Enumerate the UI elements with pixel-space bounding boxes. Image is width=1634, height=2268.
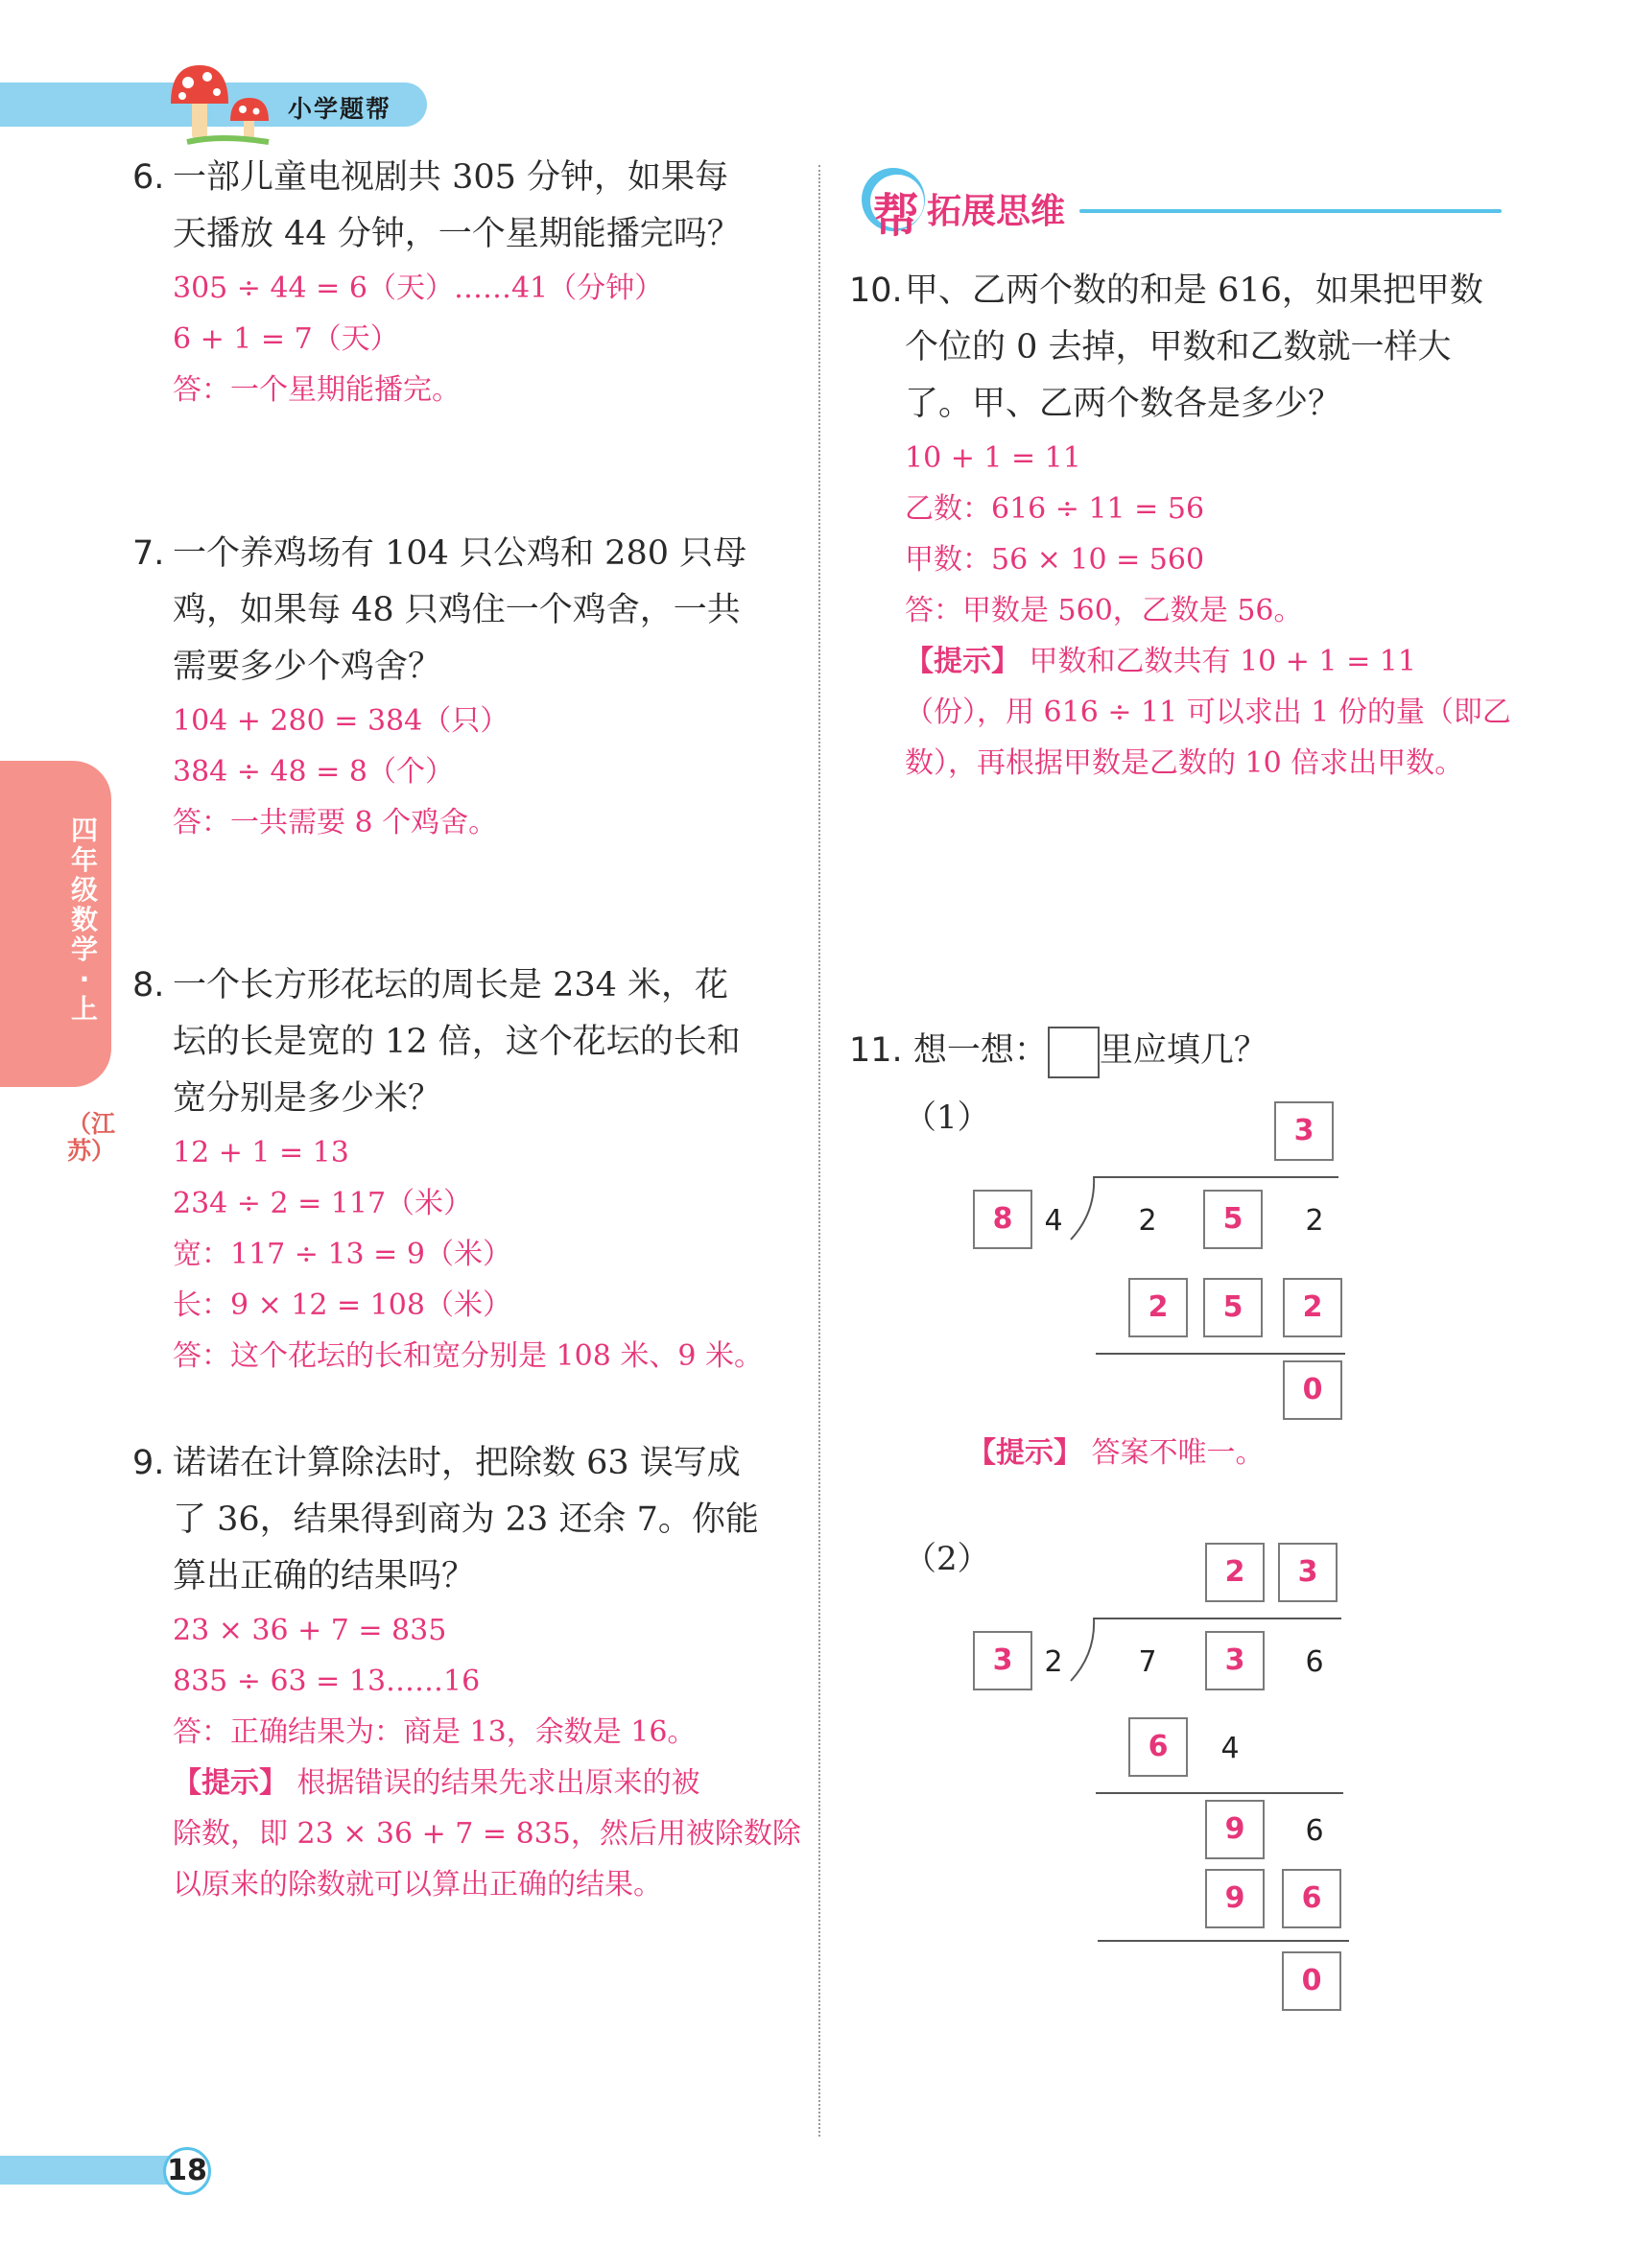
answer-line: 23 × 36 + 7 = 835 — [173, 1614, 447, 1647]
question-number: 10. — [849, 272, 903, 310]
answer-line: 宽：117 ÷ 13 = 9（米） — [173, 1238, 511, 1271]
question-line: 一部儿童电视剧共 305 分钟，如果每 — [173, 158, 729, 197]
question-prompt-end: 里应填几？ — [1099, 1031, 1267, 1070]
question-11 — [849, 1023, 1521, 1079]
question-8 — [132, 957, 804, 1382]
subtraction-line — [1098, 1940, 1349, 1942]
column-divider — [818, 165, 820, 2137]
quotient-box: 2 — [1205, 1543, 1265, 1602]
question-line: 甲、乙两个数的和是 616，如果把甲数 — [905, 272, 1483, 310]
division-bar — [1094, 1618, 1341, 1619]
answer-line: 234 ÷ 2 = 117（米） — [173, 1187, 473, 1220]
question-9 — [132, 1435, 804, 1910]
mushroom-logo-icon — [163, 58, 288, 149]
brand-title: 小学题帮 — [288, 95, 392, 123]
question-line: 宽分别是多少米？ — [173, 1079, 442, 1118]
hint-line: 除数，即 23 × 36 + 7 = 835，然后用被除数除 — [173, 1817, 801, 1851]
question-6 — [132, 150, 794, 415]
divisor-box: 8 — [973, 1190, 1032, 1249]
side-tab-grade: 四年级数学·上 — [70, 815, 98, 1025]
remainder-box: 0 — [1283, 1360, 1342, 1420]
step2-box: 9 — [1205, 1800, 1265, 1859]
page-number: 18 — [163, 2147, 211, 2195]
question-number: 8. — [132, 966, 165, 1004]
answer-line: 答：甲数是 560，乙数是 56。 — [905, 594, 1303, 627]
remainder-box: 0 — [1282, 1951, 1341, 2011]
hint-label: 【提示】 — [967, 1436, 1082, 1470]
dividend-box: 5 — [1203, 1190, 1263, 1249]
quotient-box: 3 — [1278, 1543, 1338, 1602]
product-box: 2 — [1283, 1278, 1342, 1337]
question-line: 了。甲、乙两个数各是多少？ — [905, 385, 1342, 423]
divisor-digit: 4 — [1044, 1204, 1063, 1238]
hint-text: 甲数和乙数共有 10 + 1 = 11 — [1029, 645, 1416, 678]
answer-line: 答：正确结果为：商是 13，余数是 16。 — [173, 1715, 697, 1749]
question-line: 需要多少个鸡舍？ — [173, 648, 442, 686]
step1-box: 6 — [1128, 1717, 1188, 1777]
hint-line — [173, 1758, 804, 1808]
question-line: 个位的 0 去掉，甲数和乙数就一样大 — [905, 328, 1452, 366]
section-badge-text: 帮 — [873, 189, 920, 243]
hint-line — [905, 636, 1511, 687]
question-10 — [849, 263, 1511, 789]
hint-line: 以原来的除数就可以算出正确的结果。 — [173, 1868, 662, 1902]
question-prompt: 想一想： — [912, 1031, 1048, 1070]
division-bar — [1094, 1176, 1338, 1178]
answer-line: 答：这个花坛的长和宽分别是 108 米、9 米。 — [173, 1339, 763, 1373]
answer-line: 835 ÷ 63 = 13……16 — [173, 1665, 481, 1698]
hint-text: 答案不唯一。 — [1091, 1436, 1265, 1470]
question-number: 7. — [132, 534, 165, 573]
answer-line: 长：9 × 12 = 108（米） — [173, 1288, 511, 1322]
question-line: 一个养鸡场有 104 只公鸡和 280 只母 — [173, 534, 747, 573]
quotient-box: 3 — [1274, 1101, 1334, 1161]
subtraction-line — [1096, 1792, 1343, 1794]
step2-digit: 6 — [1305, 1814, 1324, 1848]
section-underline — [1079, 209, 1502, 213]
hint-text: 根据错误的结果先求出原来的被 — [296, 1766, 700, 1800]
answer-line: 乙数：616 ÷ 11 = 56 — [905, 492, 1205, 526]
hint-line: （份），用 616 ÷ 11 可以求出 1 份的量（即乙 — [905, 696, 1511, 729]
answer-line: 12 + 1 = 13 — [173, 1136, 349, 1169]
divisor-digit: 2 — [1044, 1645, 1063, 1679]
footer-band — [0, 2156, 178, 2185]
answer-line: 答：一共需要 8 个鸡舍。 — [173, 806, 498, 839]
question-line: 诺诺在计算除法时，把除数 63 误写成 — [173, 1444, 741, 1482]
answer-line: 104 + 280 = 384（只） — [173, 704, 509, 738]
dividend-box: 3 — [1205, 1631, 1265, 1690]
question-7 — [132, 526, 794, 848]
question-number: 6. — [132, 158, 165, 197]
dividend-digit: 7 — [1138, 1645, 1157, 1679]
section-title: 拓展思维 — [927, 192, 1066, 231]
answer-line: 甲数：56 × 10 = 560 — [905, 543, 1205, 577]
hint-line: 数），再根据甲数是乙数的 10 倍求出甲数。 — [905, 746, 1464, 780]
dividend-digit: 6 — [1305, 1645, 1324, 1679]
question-line: 了 36，结果得到商为 23 还余 7。你能 — [173, 1500, 759, 1539]
part1-label: （1） — [904, 1099, 990, 1137]
hint-label: 【提示】 — [905, 645, 1020, 678]
question-line: 天播放 44 分钟，一个星期能播完吗？ — [173, 215, 741, 253]
answer-line: 384 ÷ 48 = 8（个） — [173, 755, 454, 789]
part2-label: （2） — [904, 1540, 990, 1578]
question-line: 算出正确的结果吗？ — [173, 1557, 476, 1595]
dividend-digit: 2 — [1138, 1204, 1157, 1238]
answer-line: 10 + 1 = 11 — [905, 441, 1081, 475]
divisor-box: 3 — [973, 1631, 1032, 1690]
product-box: 5 — [1203, 1278, 1263, 1337]
dividend-digit: 2 — [1305, 1204, 1324, 1238]
question-number: 9. — [132, 1444, 165, 1482]
question-line: 坛的长是宽的 12 倍，这个花坛的长和 — [173, 1023, 741, 1061]
blank-box-icon — [1048, 1027, 1100, 1078]
step1-digit: 4 — [1220, 1732, 1240, 1765]
subtraction-line — [1096, 1353, 1345, 1355]
step3-box: 6 — [1282, 1869, 1341, 1928]
part1-hint — [967, 1428, 1265, 1478]
question-line: 鸡，如果每 48 只鸡住一个鸡舍，一共 — [173, 591, 741, 629]
hint-label: 【提示】 — [173, 1766, 288, 1800]
answer-line: 305 ÷ 44 = 6（天）……41（分钟） — [173, 272, 664, 305]
answer-line: 答：一个星期能播完。 — [173, 373, 461, 407]
question-number: 11. — [849, 1031, 903, 1070]
question-line: 一个长方形花坛的周长是 234 米，花 — [173, 966, 729, 1004]
step3-box: 9 — [1205, 1869, 1265, 1928]
answer-line: 6 + 1 = 7（天） — [173, 322, 399, 356]
side-tab-region: （江苏） — [67, 1110, 116, 1165]
product-box: 2 — [1128, 1278, 1188, 1337]
